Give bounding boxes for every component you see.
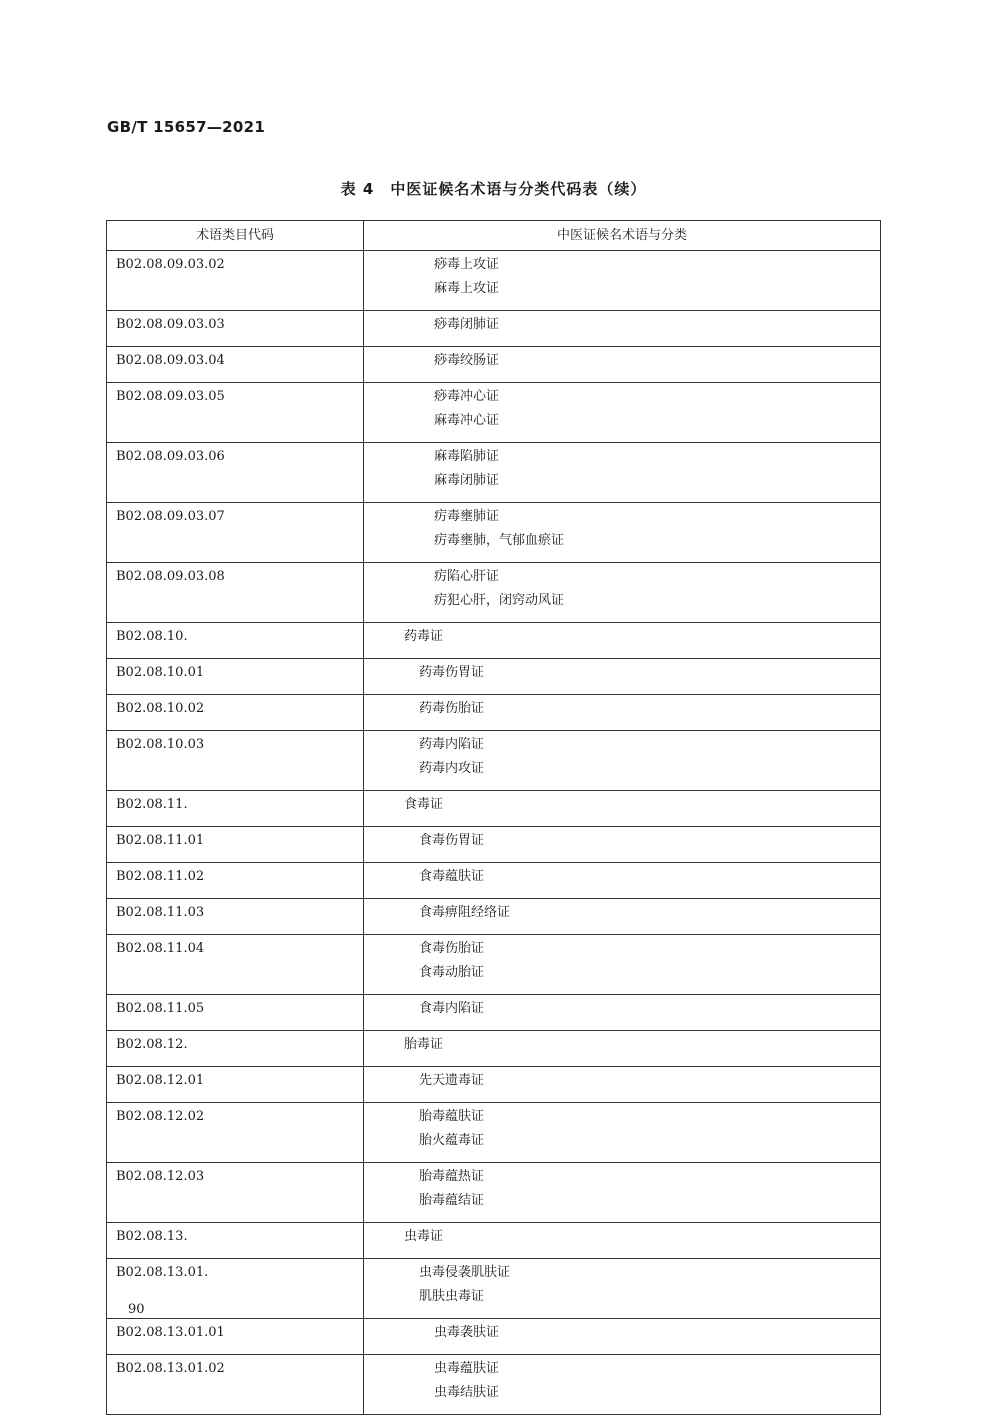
category-code-cell: B02.08.11.01 xyxy=(107,827,364,863)
category-code-cell: B02.08.09.03.05 xyxy=(107,383,364,443)
syndrome-name: 疠毒壅肺证 xyxy=(434,509,500,524)
table-row xyxy=(107,659,881,695)
table-row xyxy=(107,695,881,731)
table-row xyxy=(107,1259,881,1319)
syndrome-name-cell xyxy=(364,659,881,695)
syndrome-name: 食毒痹阻经络证 xyxy=(419,905,511,920)
category-code-cell: B02.08.10. xyxy=(107,623,364,659)
syndrome-name-cell xyxy=(364,731,881,791)
syndrome-name: 胎毒蕴肤证 xyxy=(419,1109,485,1124)
syndrome-name: 食毒蕴肤证 xyxy=(419,869,485,884)
syndrome-name-cell xyxy=(364,311,881,347)
table-row xyxy=(107,1067,881,1103)
table-row xyxy=(107,251,881,311)
syndrome-name: 食毒内陷证 xyxy=(419,1001,485,1016)
category-code-cell: B02.08.09.03.08 xyxy=(107,563,364,623)
syndrome-name-cell xyxy=(364,443,881,503)
syndrome-name: 食毒伤胃证 xyxy=(419,833,485,848)
category-code-cell: B02.08.10.02 xyxy=(107,695,364,731)
syndrome-name-cell xyxy=(364,563,881,623)
syndrome-name: 食毒伤胎证 xyxy=(419,941,485,956)
table-caption: 表 4 中医证候名术语与分类代码表（续） xyxy=(340,180,647,198)
syndrome-code-table xyxy=(106,220,881,1415)
syndrome-name-cell xyxy=(364,995,881,1031)
syndrome-name-cell xyxy=(364,1223,881,1259)
category-code-cell: B02.08.09.03.03 xyxy=(107,311,364,347)
syndrome-name: 虫毒证 xyxy=(404,1229,444,1244)
table-row xyxy=(107,347,881,383)
syndrome-name: 虫毒侵袭肌肤证 xyxy=(419,1265,511,1280)
syndrome-name-cell xyxy=(364,899,881,935)
table-row xyxy=(107,1163,881,1223)
table-row xyxy=(107,995,881,1031)
table-row xyxy=(107,443,881,503)
syndrome-name-cell xyxy=(364,503,881,563)
syndrome-name: 虫毒结肤证 xyxy=(434,1385,500,1400)
table-row xyxy=(107,731,881,791)
syndrome-name: 虫毒袭肤证 xyxy=(434,1325,500,1340)
syndrome-name-cell xyxy=(364,251,881,311)
syndrome-name-cell xyxy=(364,1103,881,1163)
syndrome-name: 药毒内陷证 xyxy=(419,737,485,752)
table-row xyxy=(107,827,881,863)
table-row xyxy=(107,1031,881,1067)
syndrome-name-cell xyxy=(364,1355,881,1415)
syndrome-name: 痧毒绞肠证 xyxy=(434,353,500,368)
syndrome-name-cell xyxy=(364,791,881,827)
category-code-cell: B02.08.13.01. xyxy=(107,1259,364,1319)
syndrome-name-cell xyxy=(364,935,881,995)
table-row xyxy=(107,563,881,623)
syndrome-name: 食毒动胎证 xyxy=(419,965,485,980)
syndrome-name: 麻毒陷肺证 xyxy=(434,449,500,464)
syndrome-name: 药毒伤胃证 xyxy=(419,665,485,680)
category-code-cell: B02.08.12. xyxy=(107,1031,364,1067)
syndrome-name: 疠毒壅肺，气郁血瘀证 xyxy=(434,533,565,548)
syndrome-name-cell xyxy=(364,1163,881,1223)
syndrome-name: 食毒证 xyxy=(404,797,444,812)
syndrome-name: 麻毒冲心证 xyxy=(434,413,500,428)
category-code-cell: B02.08.11.05 xyxy=(107,995,364,1031)
syndrome-name: 药毒证 xyxy=(404,629,444,644)
syndrome-name-cell xyxy=(364,1319,881,1355)
table-row xyxy=(107,503,881,563)
syndrome-name-cell xyxy=(364,1259,881,1319)
table-row xyxy=(107,935,881,995)
table-row xyxy=(107,1103,881,1163)
syndrome-name: 胎毒蕴结证 xyxy=(419,1193,485,1208)
column-header-code: 术语类目代码 xyxy=(107,221,364,251)
category-code-cell: B02.08.11.04 xyxy=(107,935,364,995)
table-row xyxy=(107,311,881,347)
category-code-cell: B02.08.11.03 xyxy=(107,899,364,935)
category-code-cell: B02.08.11.02 xyxy=(107,863,364,899)
category-code-cell: B02.08.13. xyxy=(107,1223,364,1259)
syndrome-name: 药毒伤胎证 xyxy=(419,701,485,716)
syndrome-name: 胎毒蕴热证 xyxy=(419,1169,485,1184)
category-code-cell: B02.08.09.03.07 xyxy=(107,503,364,563)
syndrome-name: 胎毒证 xyxy=(404,1037,444,1052)
syndrome-name-cell xyxy=(364,863,881,899)
page-number: 90 xyxy=(128,1302,145,1317)
syndrome-name: 痧毒闭肺证 xyxy=(434,317,500,332)
syndrome-name: 麻毒闭肺证 xyxy=(434,473,500,488)
table-row xyxy=(107,899,881,935)
standard-number: GB/T 15657—2021 xyxy=(107,118,266,136)
syndrome-name: 痧毒冲心证 xyxy=(434,389,500,404)
table-row xyxy=(107,1223,881,1259)
table-row xyxy=(107,1355,881,1415)
syndrome-name-cell xyxy=(364,827,881,863)
syndrome-name: 疠陷心肝证 xyxy=(434,569,500,584)
syndrome-name-cell xyxy=(364,383,881,443)
table-row xyxy=(107,623,881,659)
syndrome-name: 疠犯心肝，闭窍动风证 xyxy=(434,593,565,608)
category-code-cell: B02.08.13.01.01 xyxy=(107,1319,364,1355)
table-row xyxy=(107,383,881,443)
table-row xyxy=(107,791,881,827)
column-header-name: 中医证候名术语与分类 xyxy=(364,221,881,251)
table-row xyxy=(107,1319,881,1355)
syndrome-name-cell xyxy=(364,1031,881,1067)
category-code-cell: B02.08.09.03.06 xyxy=(107,443,364,503)
syndrome-name: 虫毒蕴肤证 xyxy=(434,1361,500,1376)
category-code-cell: B02.08.10.03 xyxy=(107,731,364,791)
syndrome-name: 肌肤虫毒证 xyxy=(419,1289,485,1304)
syndrome-name: 痧毒上攻证 xyxy=(434,257,500,272)
table-row xyxy=(107,863,881,899)
syndrome-name: 胎火蕴毒证 xyxy=(419,1133,485,1148)
category-code-cell: B02.08.13.01.02 xyxy=(107,1355,364,1415)
syndrome-name: 麻毒上攻证 xyxy=(434,281,500,296)
category-code-cell: B02.08.09.03.04 xyxy=(107,347,364,383)
category-code-cell: B02.08.12.01 xyxy=(107,1067,364,1103)
table-header-row xyxy=(107,221,881,251)
syndrome-name-cell xyxy=(364,1067,881,1103)
syndrome-name: 先天遗毒证 xyxy=(419,1073,485,1088)
table-body xyxy=(107,251,881,1415)
syndrome-name-cell xyxy=(364,623,881,659)
syndrome-name-cell xyxy=(364,695,881,731)
category-code-cell: B02.08.12.03 xyxy=(107,1163,364,1223)
category-code-cell: B02.08.11. xyxy=(107,791,364,827)
category-code-cell: B02.08.12.02 xyxy=(107,1103,364,1163)
category-code-cell: B02.08.10.01 xyxy=(107,659,364,695)
syndrome-name: 药毒内攻证 xyxy=(419,761,485,776)
syndrome-name-cell xyxy=(364,347,881,383)
category-code-cell: B02.08.09.03.02 xyxy=(107,251,364,311)
